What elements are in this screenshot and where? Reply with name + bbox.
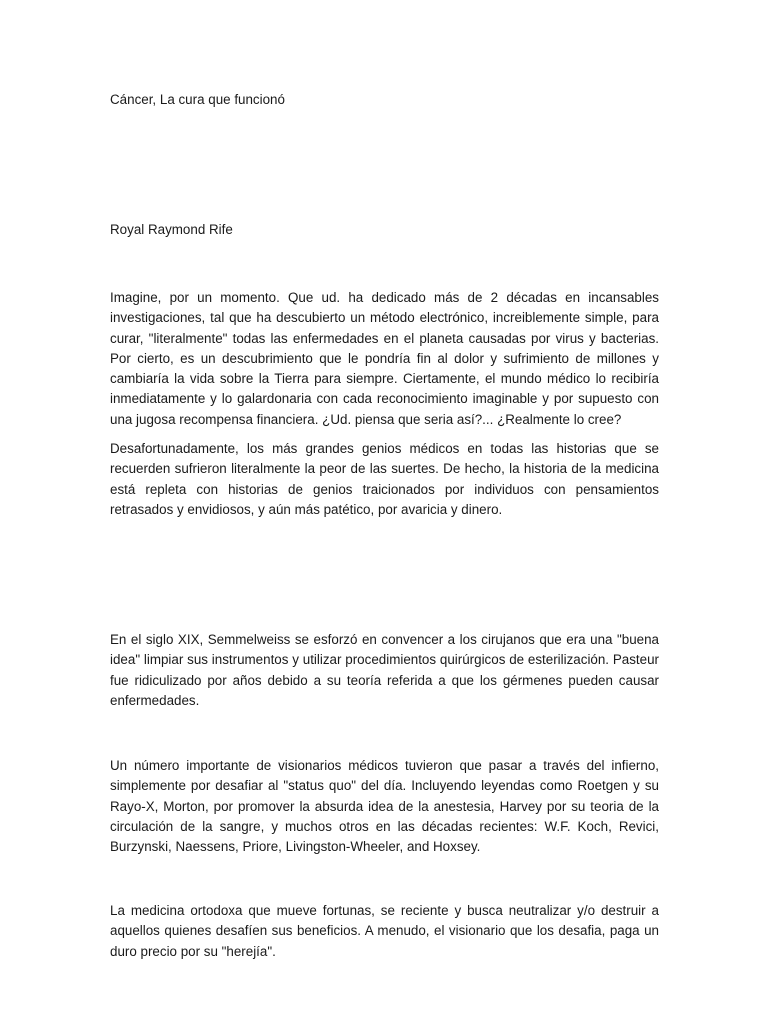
paragraph-1: Imagine, por un momento. Que ud. ha dedicado más de 2 décadas en incansables investigaciones, tal que ha descubierto un método electrónico, increiblemente simple, para curar, "literalmente" todas las enfermedades en el planeta causadas por virus y bacterias. Por cierto, es un descubrimiento que le pondría fin al dolor y sufrimiento de millones y cambiaría la vida sobre la Tierra para siempre. Ciertamente, el mundo médico lo recibiría inmediatamente y lo galardonaria con cada reconocimiento imaginable y por supuesto con una jugosa recompensa financiera. ¿Ud. piensa que seria así?... ¿Realmente lo cree?: [110, 290, 659, 427]
paragraph-5: La medicina ortodoxa que mueve fortunas, se reciente y busca neutralizar y/o destruir a aquellos quienes desafíen sus beneficios. A menudo, el visionario que los desafia, paga un duro precio por su "herejía".: [110, 903, 659, 959]
paragraph-2: Desafortunadamente, los más grandes genios médicos en todas las historias que se recuerden sufrieron literalmente la peor de las suertes. De hecho, la historia de la medicina está repleta con historias de genios traicionados por individuos con pensamientos retrasados y envidiosos, y aún más patético, por avaricia y dinero.: [110, 441, 659, 517]
paragraph-4: Un número importante de visionarios médicos tuvieron que pasar a través del infierno, simplemente por desafiar al "status quo" del día. Incluyendo leyendas como Roetgen y su Rayo-X, Morton, por promover la absurda idea de la anestesia, Harvey por su teoria de la circulación de la sangre, y muchos otros en las décadas recientes: W.F. Koch, Revici, Burzynski, Naessens, Priore, Livingston-Wheeler, and Hoxsey.: [110, 758, 659, 855]
paragraph-3: En el siglo XIX, Semmelweiss se esforzó en convencer a los cirujanos que era una "buena idea" limpiar sus instrumentos y utilizar procedimientos quirúrgicos de esterilización. Pasteur fue ridiculizado por años debido a su teoría referida a que los gérmenes pueden causar enfermedades.: [110, 632, 659, 708]
document-author: Royal Raymond Rife: [110, 222, 233, 237]
document-title: Cáncer, La cura que funcionó: [110, 92, 285, 107]
